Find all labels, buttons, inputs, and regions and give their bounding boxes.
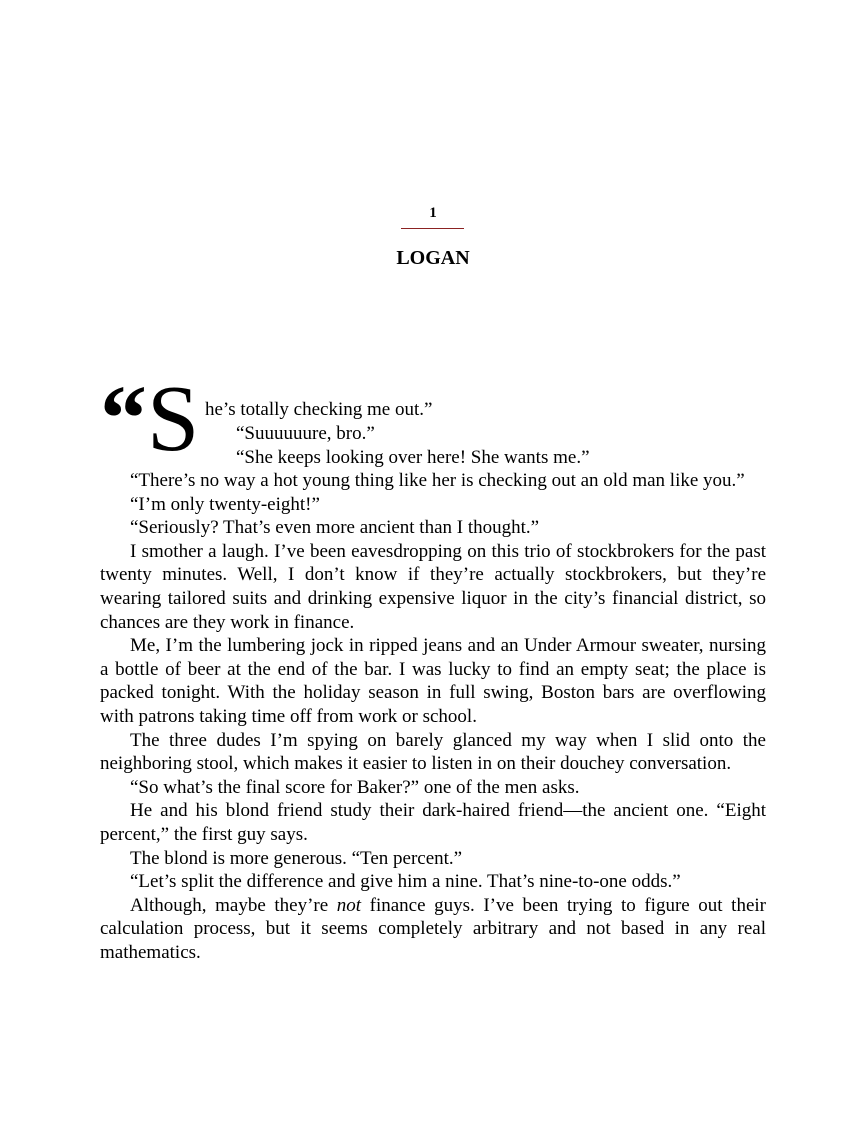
opening-line-2: “Suuuuuure, bro.” [236, 423, 375, 444]
chapter-number: 1 [429, 205, 437, 221]
paragraph: “So what’s the final score for Baker?” one of the men asks. [130, 776, 580, 798]
chapter-rule [401, 228, 464, 229]
paragraph: “There’s no way a hot young thing like her is checking out an old man like you.” [130, 470, 745, 491]
paragraph: “Seriously? That’s even more ancient than I thought.” [130, 517, 540, 539]
drop-cap-letter: S [147, 367, 200, 471]
paragraph: The three dudes I’m spying on barely glanced my way when I slid onto the neighboring stool, which makes it easier to listen in on their douchey conversation. [100, 729, 766, 775]
chapter-body [100, 469, 766, 964]
emphasis-text: not [336, 894, 362, 916]
paragraph: “I’m only twenty-eight!” [130, 493, 320, 515]
opening-line-3: “She keeps looking over here! She wants me.” [236, 447, 590, 468]
paragraph: “Let’s split the difference and give him a nine. That’s nine-to-one odds.” [130, 871, 681, 893]
paragraph: Me, I’m the lumbering jock in ripped jeans and an Under Armour sweater, nursing a bottle of beer at the end of the bar. I was lucky to find an empty seat; the place is packed tonight. With the holiday season in full swing, Boston bars are overflowing with patrons taking time off from work or school. [100, 635, 766, 727]
drop-cap-quote: “ [100, 367, 147, 471]
paragraph: I smother a laugh. I’ve been eavesdropping on this trio of stockbrokers for the past twenty minutes. Well, I don’t know if they’re actually stockbrokers, but they’re wearing tailored suits and drinking expensive liquor in the city’s financial district, so chances are they work in finance. [100, 540, 766, 633]
paragraph-text: finance guys. I’ve been trying to figure out their calculation process, but it seems completely arbitrary and not based in any real mathematics. [100, 894, 766, 963]
paragraph: The blond is more generous. “Ten percent.” [130, 847, 463, 869]
chapter-title: LOGAN [396, 247, 470, 269]
drop-cap [100, 367, 200, 471]
paragraph-text: Although, maybe they’re [130, 894, 337, 916]
opening-line-1: he’s totally checking me out.” [205, 399, 433, 420]
paragraph: He and his blond friend study their dark-haired friend—the ancient one. “Eight percent,” the first guy says. [100, 800, 766, 845]
paragraph-last [100, 894, 766, 965]
